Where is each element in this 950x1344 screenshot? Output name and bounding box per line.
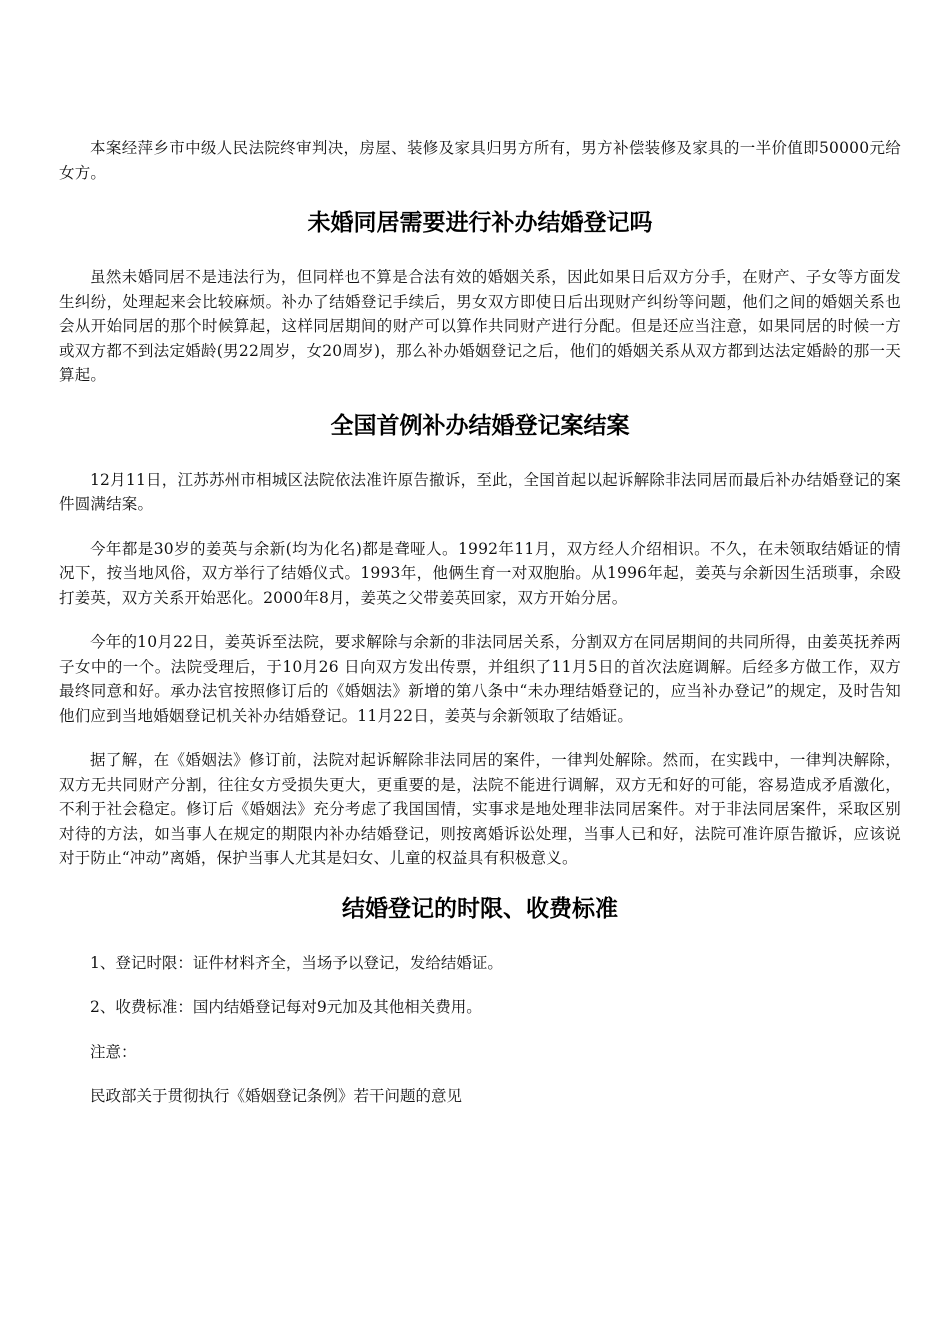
section-title-time-limit-fees: 结婚登记的时限、收费标准	[342, 895, 618, 922]
section2-paragraph-2: 今年都是30岁的姜英与余新(均为化名)都是聋哑人。1992年11月，双方经人介绍相识。不久，在未领取结婚证的情况下，按当地风俗，双方举行了结婚仪式。1993年，他俩生育一对双胞胎。从1996年起，姜英与余新因生活琐事，余殴打姜英，双方关系开始恶化。2000年8月，姜英之父带姜英回家，双方开始分居。	[59, 539, 901, 607]
section-title-cohabitation-registration: 未婚同居需要进行补办结婚登记吗	[307, 210, 653, 236]
section1-paragraph: 虽然未婚同居不是违法行为，但同样也不算是合法有效的婚姻关系，因此如果日后双方分手，在财产、子女等方面发生纠纷，处理起来会比较麻烦。补办了结婚登记手续后，男女双方即使日后出现财产纠纷等问题，他们之间的婚姻关系也会从开始同居的那个时候算起，这样同居期间的财产可以算作共同财产进行分配。但是还应当注意，如果同居的时候一方或双方都不到法定婚龄(男22周岁，女20周岁)，那么补办婚姻登记之后，他们的婚姻关系从双方都到达法定婚龄的那一天算起。	[59, 268, 901, 384]
opinion-title-line: 民政部关于贯彻执行《婚姻登记条例》若干问题的意见	[90, 1087, 463, 1105]
note-label: 注意：	[90, 1042, 137, 1061]
section2-paragraph-1: 12月11日，江苏苏州市相城区法院依法准许原告撤诉，至此，全国首起以起诉解除非法同居而最后补办结婚登记的案件圆满结案。	[59, 470, 901, 513]
section2-paragraph-3: 今年的10月22日，姜英诉至法院，要求解除与余新的非法同居关系，分割双方在同居期间的共同所得，由姜英抚养两子女中的一个。法院受理后，于10月26 日向双方发出传票，并组织了11月5日的首次法庭调解。后经多方做工作，双方最终同意和好。承办法官按照修订后的《婚姻法》新增的第八条中“未办理结婚登记的，应当补办登记”的规定，及时告知他们应到当地婚姻登记机关补办结婚登记。11月22日，姜英与余新领取了结婚证。	[59, 633, 901, 725]
list-item-fees: 2、收费标准：国内结婚登记每对9元加及其他相关费用。	[90, 998, 482, 1016]
section-title-first-case: 全国首例补办结婚登记案结案	[330, 412, 630, 439]
list-item-time-limit: 1、登记时限：证件材料齐全，当场予以登记，发给结婚证。	[90, 953, 503, 972]
document-page	[59, 136, 901, 1129]
intro-paragraph: 本案经萍乡市中级人民法院终审判决，房屋、装修及家具归男方所有，男方补偿装修及家具的一半价值即50000元给女方。	[59, 139, 901, 182]
section2-paragraph-4: 据了解，在《婚姻法》修订前，法院对起诉解除非法同居的案件，一律判处解除。然而，在实践中，一律判决解除，双方无共同财产分割，往往女方受损失更大，更重要的是，法院不能进行调解，双方无和好的可能，容易造成矛盾激化，不利于社会稳定。修订后《婚姻法》充分考虑了我国国情，实事求是地处理非法同居案件。对于非法同居案件，采取区别对待的方法，如当事人在规定的期限内补办结婚登记，则按离婚诉讼处理，当事人已和好，法院可准许原告撤诉，应该说对于防止“冲动”离婚，保护当事人尤其是妇女、儿童的权益具有积极意义。	[59, 751, 901, 867]
